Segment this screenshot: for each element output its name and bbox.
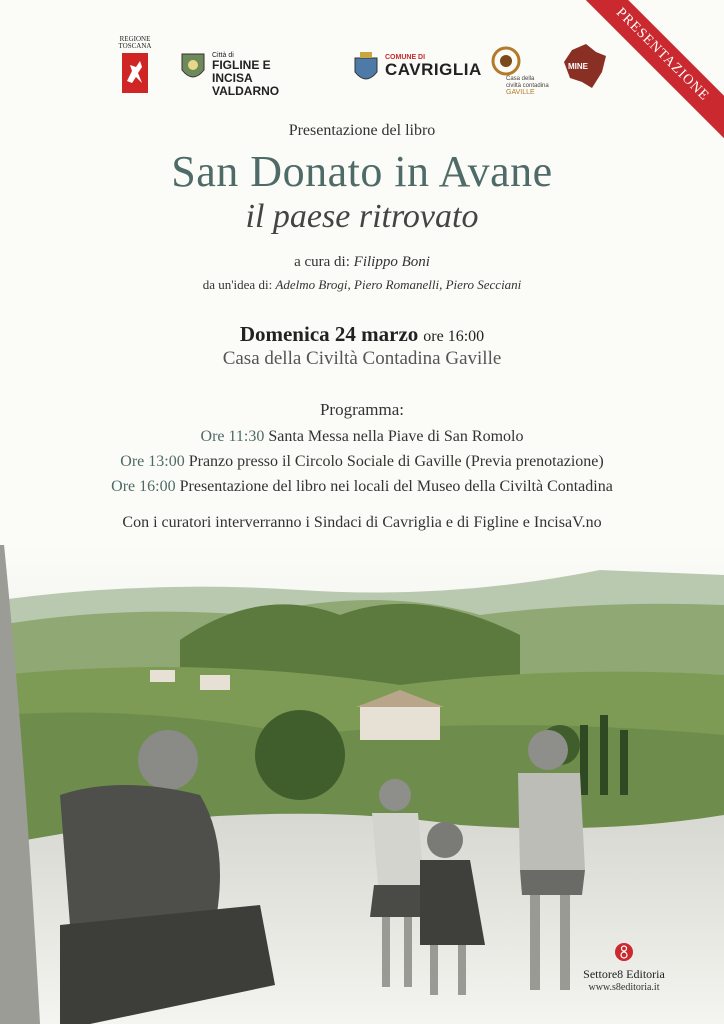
figline-line1: FIGLINE E INCISA xyxy=(212,58,271,85)
program-item xyxy=(0,424,724,449)
presentation-label: Presentazione del libro xyxy=(288,122,436,139)
event-place: Casa della Civiltà Contadina Gaville xyxy=(222,348,502,369)
curated-by xyxy=(0,254,724,271)
toscana-line2: TOSCANA xyxy=(118,42,152,51)
event-day: Domenica 24 marzo xyxy=(239,322,419,346)
cavriglia-small: COMUNE DI xyxy=(385,54,426,61)
program-item xyxy=(0,474,724,499)
gaville-line2: civiltà contadina xyxy=(506,82,549,89)
pegasus-shield-icon xyxy=(122,53,148,93)
cavriglia-crest-icon xyxy=(352,50,380,86)
book-subtitle: il paese ritrovato xyxy=(245,198,479,235)
figline-line2: VALDARNO xyxy=(212,83,280,98)
idea-label: da un'idea di: xyxy=(202,277,273,292)
program-item xyxy=(0,449,724,474)
publisher-name: Settore8 Editoria xyxy=(583,967,665,981)
idea-names: Adelmo Brogi, Piero Romanelli, Piero Secciani xyxy=(275,277,522,292)
event-date xyxy=(0,322,724,347)
gaville-line1: Casa della xyxy=(506,76,535,82)
publisher-url: www.s8editoria.it xyxy=(588,982,660,993)
logos-row xyxy=(110,36,630,100)
gaville-spiral-icon xyxy=(490,46,522,76)
presentazione-ribbon: PRESENTAZIONE xyxy=(574,0,724,150)
figline-crest-icon xyxy=(180,50,206,84)
mine-text: MINE xyxy=(568,62,588,71)
book-title: San Donato in Avane xyxy=(171,147,553,196)
cavriglia-line1: CAVRIGLIA xyxy=(385,60,482,80)
program-item-text: Pranzo presso il Circolo Sociale di Gaville (Previa prenotazione) xyxy=(188,453,604,470)
program-item-time: Ore 13:00 xyxy=(120,453,185,470)
cura-name: Filippo Boni xyxy=(353,254,430,270)
publisher-block xyxy=(554,942,694,993)
curators-note: Con i curatori interverranno i Sindaci di Cavriglia e di Figline e IncisaV.no xyxy=(122,514,602,531)
cavriglia-logo xyxy=(352,36,482,100)
cura-label: a cura di: xyxy=(294,254,350,270)
program-item-text: Santa Messa nella Piave di San Romolo xyxy=(268,428,524,445)
program-item-text: Presentazione del libro nei locali del Museo della Civiltà Contadina xyxy=(179,478,613,495)
program-list xyxy=(0,424,724,499)
figline-small: Città di xyxy=(212,52,234,59)
figline-logo xyxy=(180,36,310,100)
settore8-logo-icon xyxy=(614,942,634,962)
gaville-line3: GAVILLE xyxy=(506,89,535,97)
program-title: Programma: xyxy=(319,400,405,419)
gaville-museum-logo xyxy=(490,36,550,100)
regione-toscana-logo xyxy=(110,36,160,100)
event-time: ore 16:00 xyxy=(423,328,485,345)
program-item-time: Ore 16:00 xyxy=(111,478,176,495)
toscana-line1: REGIONE xyxy=(119,35,151,43)
idea-by xyxy=(0,277,724,293)
program-item-time: Ore 11:30 xyxy=(200,428,265,445)
